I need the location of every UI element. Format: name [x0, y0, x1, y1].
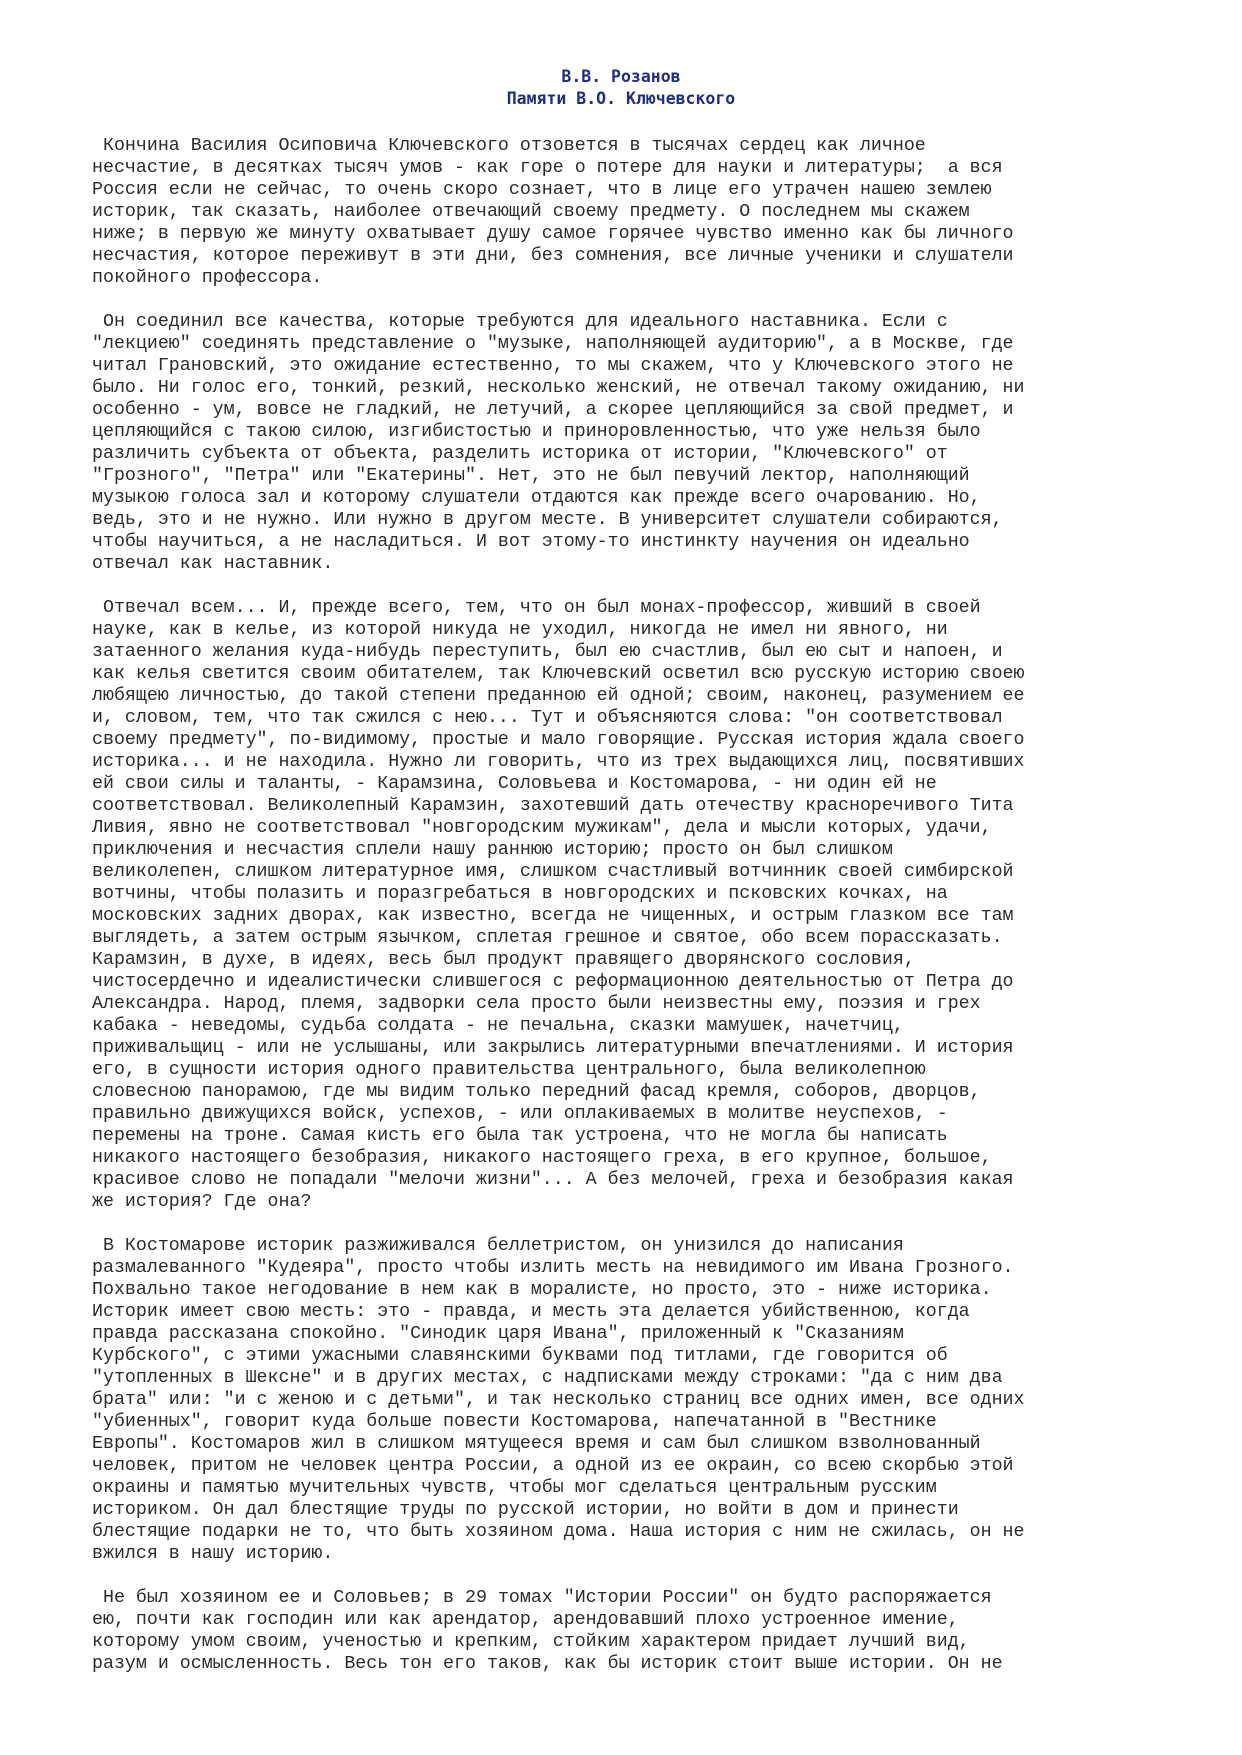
text-line: вотчины, чтобы полазить и поразгребаться в новгородских и псковских кочках, на: [92, 884, 948, 904]
text-line: Похвально такое негодование в нем как в моралисте, но просто, это - ниже историка.: [92, 1280, 992, 1300]
text-line: историка... и не находила. Нужно ли говорить, что из трех выдающихся лиц, посвятивших: [92, 752, 1025, 772]
text-line: науке, как в келье, из которой никуда не уходил, никогда не имел ни явного, ни: [92, 620, 948, 640]
text-line: Кончина Василия Осиповича Ключевского отзовется в тысячах сердец как личное: [92, 136, 926, 156]
text-line: ею, почти как господин или как арендатор, арендовавший плохо устроенное имение,: [92, 1610, 959, 1630]
text-line: его, в сущности история одного правительства центрального, была великолепною: [92, 1060, 926, 1080]
text-line: музыкою голоса зал и которому слушатели отдаются как прежде всего очарованию. Но,: [92, 488, 981, 508]
text-line: брата" или: "и с женою и с детьми", и так несколько страниц все одних имен, все одних: [92, 1390, 1025, 1410]
text-line: перемены на троне. Самая кисть его была так устроена, что не могла бы написать: [92, 1126, 948, 1146]
text-line: Александра. Народ, племя, задворки села просто были неизвестны ему, поэзия и грех: [92, 994, 981, 1014]
text-line: несчастия, которое переживут в эти дни, без сомнения, все личные ученики и слушатели: [92, 246, 1014, 266]
text-line: приключения и несчастия сплели нашу раннюю историю; просто он был слишком: [92, 840, 893, 860]
text-line: и, словом, тем, что так сжился с нею... Тут и объясняются слова: "он соответствовал: [92, 708, 1003, 728]
text-line: которому умом своим, ученостью и крепким, стойким характером придает лучший вид,: [92, 1632, 970, 1652]
text-line: ведь, это и не нужно. Или нужно в другом месте. В университет слушатели собираются,: [92, 510, 1003, 530]
text-line: вжился в нашу историю.: [92, 1544, 334, 1564]
text-line: было. Ни голос его, тонкий, резкий, несколько женский, не отвечал такому ожиданию, ни: [92, 378, 1025, 398]
text-line: правда рассказана спокойно. "Синодик царя Ивана", приложенный к "Сказаниям: [92, 1324, 904, 1344]
text-line: Отвечал всем... И, прежде всего, тем, что он был монах-профессор, живший в своей: [92, 598, 981, 618]
text-line: выглядеть, а затем острым язычком, сплетая грешное и святое, обо всем порассказать.: [92, 928, 1003, 948]
text-line: "убиенных", говорит куда больше повести Костомарова, напечатанной в "Вестнике: [92, 1412, 937, 1432]
paragraph: [92, 597, 1172, 1213]
text-line: ниже; в первую же минуту охватывает душу самое горячее чувство именно как бы личного: [92, 224, 1014, 244]
text-line: различить субъекта от объекта, разделить историка от истории, "Ключевского" от: [92, 444, 948, 464]
text-line: "утопленных в Шексне" и в других местах, с надписками между строками: "да с ним два: [92, 1368, 1003, 1388]
text-line: затаенного желания куда-нибудь переступить, был ею счастлив, был ею сыт и напоен, и: [92, 642, 1003, 662]
text-line: любящею личностью, до такой степени преданною ей одной; своим, наконец, разумением ее: [92, 686, 1025, 706]
title-block: [0, 66, 1242, 110]
text-line: отвечал как наставник.: [92, 554, 334, 574]
text-line: как келья светится своим обитателем, так Ключевский осветил всю русскую историю своею: [92, 664, 1025, 684]
text-line: Курбского", с этими ужасными славянскими буквами под титлами, где говорится об: [92, 1346, 948, 1366]
text-line: разум и осмысленность. Весь тон его таков, как бы историк стоит выше истории. Он не: [92, 1654, 1003, 1674]
text-line: чистосердечно и идеалистически слившегося с реформационною деятельностью от Петра до: [92, 972, 1014, 992]
text-line: покойного профессора.: [92, 268, 323, 288]
author-name: В.В. Розанов: [561, 67, 681, 86]
text-line: "Грозного", "Петра" или "Екатерины". Нет, это не был певучий лектор, наполняющий: [92, 466, 970, 486]
text-line: блестящие подарки не то, что быть хозяином дома. Наша история с ним не сжилась, он не: [92, 1522, 1025, 1542]
text-line: кабака - неведомы, судьба солдата - не печальна, сказки мамушек, начетчиц,: [92, 1016, 904, 1036]
text-line: размалеванного "Кудеяра", просто чтобы излить месть на невидимого им Ивана Грозного.: [92, 1258, 1014, 1278]
paragraph: [92, 1235, 1172, 1565]
text-line: ей свои силы и таланты, - Карамзина, Соловьева и Костомарова, - ни один ей не: [92, 774, 937, 794]
text-line: Карамзин, в духе, в идеях, весь был продукт правящего дворянского сословия,: [92, 950, 915, 970]
text-line: никакого настоящего безобразия, никакого настоящего греха, в его крупное, большое,: [92, 1148, 992, 1168]
text-line: правильно движущихся войск, успехов, - или оплакиваемых в молитве неуспехов, -: [92, 1104, 948, 1124]
paragraph: [92, 311, 1172, 575]
text-line: "лекциею" соединять представление о "музыке, наполняющей аудиторию", а в Москве, где: [92, 334, 1014, 354]
text-line: историк, так сказать, наиболее отвечающий своему предмету. О последнем мы скажем: [92, 202, 970, 222]
text-line: своему предмету", по-видимому, простые и мало говорящие. Русская история ждала своего: [92, 730, 1025, 750]
article-body: [92, 135, 1172, 1697]
text-line: несчастие, в десятках тысяч умов - как горе о потере для науки и литературы; а вся: [92, 158, 1003, 178]
text-line: В Костомарове историк разжиживался беллетристом, он унизился до написания: [92, 1236, 904, 1256]
text-line: особенно - ум, вовсе не гладкий, не летучий, а скорее цепляющийся за свой предмет, и: [92, 400, 1014, 420]
text-line: историком. Он дал блестящие труды по русской истории, но войти в дом и принести: [92, 1500, 959, 1520]
text-line: Не был хозяином ее и Соловьев; в 29 томах "Истории России" он будто распоряжается: [92, 1588, 992, 1608]
text-line: читал Грановский, это ожидание естественно, то мы скажем, что у Ключевского этого не: [92, 356, 1014, 376]
text-line: окраины и памятью мучительных чувств, чтобы мог сделаться центральным русским: [92, 1478, 937, 1498]
text-line: приживальщиц - или не услышаны, или закрылись литературными впечатлениями. И история: [92, 1038, 1014, 1058]
paragraph: [92, 135, 1172, 289]
text-line: цепляющийся с такою силою, изгибистостью и приноровленностью, что уже нельзя было: [92, 422, 981, 442]
text-line: Он соединил все качества, которые требуются для идеального наставника. Если с: [92, 312, 948, 332]
text-line: московских задних дворах, как известно, всегда не чищенных, и острым глазком все там: [92, 906, 1014, 926]
text-line: Россия если не сейчас, то очень скоро сознает, что в лице его утрачен нашею землею: [92, 180, 992, 200]
text-line: соответствовал. Великолепный Карамзин, захотевший дать отечеству красноречивого Тита: [92, 796, 1014, 816]
text-line: чтобы научиться, а не насладиться. И вот этому-то инстинкту научения он идеально: [92, 532, 970, 552]
text-line: Европы". Костомаров жил в слишком мятущееся время и сам был слишком взволнованный: [92, 1434, 981, 1454]
text-line: красивое слово не попадали "мелочи жизни"... А без мелочей, греха и безобразия какая: [92, 1170, 1014, 1190]
document-title: Памяти В.О. Ключевского: [506, 89, 736, 108]
text-line: Историк имеет свою месть: это - правда, и месть эта делается убийственною, когда: [92, 1302, 970, 1322]
text-line: словесною панорамою, где мы видим только передний фасад кремля, соборов, дворцов,: [92, 1082, 981, 1102]
paragraph: [92, 1587, 1172, 1675]
text-line: человек, притом не человек центра России, а одной из ее окраин, со всею скорбью этой: [92, 1456, 1014, 1476]
text-line: же история? Где она?: [92, 1192, 312, 1212]
text-line: Ливия, явно не соответствовал "новгородским мужикам", дела и мысли которых, удачи,: [92, 818, 992, 838]
text-line: великолепен, слишком литературное имя, слишком счастливый вотчинник своей симбирской: [92, 862, 1014, 882]
